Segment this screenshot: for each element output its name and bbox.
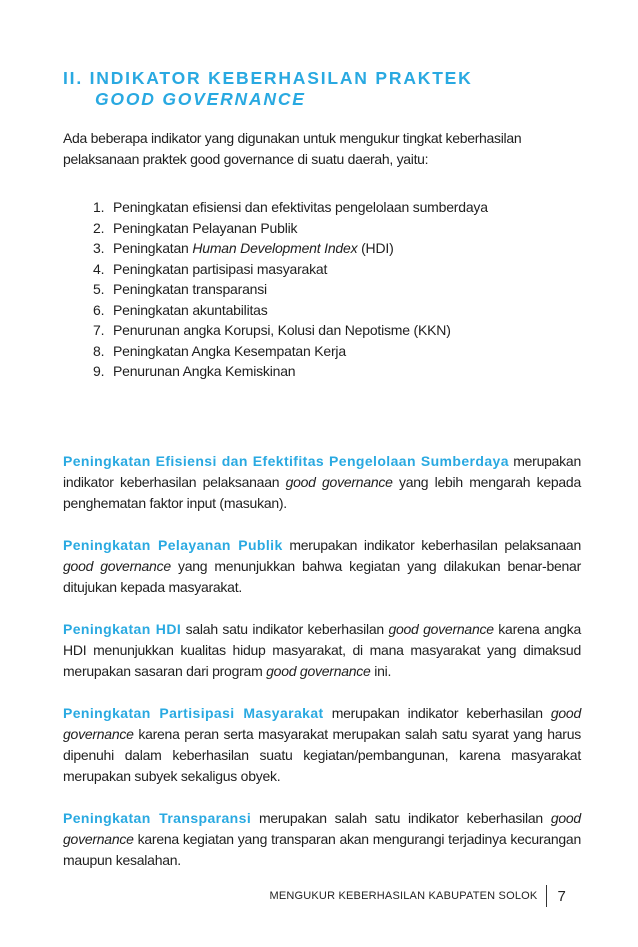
description-title: Peningkatan Pelayanan Publik bbox=[63, 537, 283, 553]
intro-paragraph: Ada beberapa indikator yang digunakan untuk mengukur tingkat keberhasilan pelaksanaan praktek good governance di suatu daerah, yaitu: bbox=[63, 130, 522, 167]
list-item: 8. Peningkatan Angka Kesempatan Kerja bbox=[93, 342, 346, 359]
list-item: 3. Peningkatan Human Development Index (HDI) bbox=[93, 240, 394, 256]
heading-line-2: GOOD GOVERNANCE bbox=[95, 89, 306, 109]
page-footer bbox=[269, 885, 566, 907]
description-title: Peningkatan Partisipasi Masyarakat bbox=[63, 705, 324, 721]
indicator-list bbox=[93, 197, 573, 382]
list-item: 5. Peningkatan transparansi bbox=[93, 281, 267, 297]
description-title: Peningkatan Transparansi bbox=[63, 810, 252, 826]
description-hdi: Peningkatan HDI salah satu indikator keberhasilan good governance karena angka HDI menunjukkan kualitas hidup masyarakat, di mana masyarakat yang dimaksud merupakan sasaran dari program good governance ini. bbox=[63, 621, 581, 679]
description-pelayanan-publik: Peningkatan Pelayanan Publik merupakan indikator keberhasilan pelaksanaan good governance yang menunjukkan bahwa kegiatan yang dilakukan benar-benar ditujukan kepada masyarakat. bbox=[63, 537, 581, 595]
description-title: Peningkatan HDI bbox=[63, 621, 182, 637]
footer-divider bbox=[546, 885, 547, 907]
description-transparansi: Peningkatan Transparansi merupakan salah satu indikator keberhasilan good governance karena kegiatan yang transparan akan mengurangi terjadinya kecurangan maupun kesalahan. bbox=[63, 810, 581, 868]
list-item: 7. Penurunan angka Korupsi, Kolusi dan Nepotisme (KKN) bbox=[93, 322, 451, 338]
heading-line-1: II. INDIKATOR KEBERHASILAN PRAKTEK bbox=[63, 68, 473, 88]
list-item: 2. Peningkatan Pelayanan Publik bbox=[93, 219, 298, 236]
description-title: Peningkatan Efisiensi dan Efektifitas Pengelolaan Sumberdaya bbox=[63, 453, 509, 469]
list-item: 6. Peningkatan akuntabilitas bbox=[93, 301, 268, 318]
list-item: 4. Peningkatan partisipasi masyarakat bbox=[93, 260, 328, 277]
section-heading bbox=[63, 68, 473, 110]
list-item: 1. Peningkatan efisiensi dan efektivitas pengelolaan sumberdaya bbox=[93, 199, 488, 215]
page-number: 7 bbox=[557, 887, 566, 905]
list-item: 9. Penurunan Angka Kemiskinan bbox=[93, 363, 296, 379]
description-efisiensi: Peningkatan Efisiensi dan Efektifitas Pengelolaan Sumberdaya merupakan indikator keberhasilan pelaksanaan good governance yang lebih mengarah kepada penghematan faktor input (masukan). bbox=[63, 453, 582, 511]
description-partisipasi: Peningkatan Partisipasi Masyarakat merupakan indikator keberhasilan good governance karena peran serta masyarakat merupakan salah satu syarat yang harus dipenuhi dalam keberhasilan suatu kegiatan/pembangunan, karena masyarakat merupakan subyek sekaligus obyek. bbox=[63, 705, 581, 784]
indicator-descriptions bbox=[63, 451, 581, 892]
running-title: MENGUKUR KEBERHASILAN KABUPATEN SOLOK bbox=[269, 890, 538, 902]
